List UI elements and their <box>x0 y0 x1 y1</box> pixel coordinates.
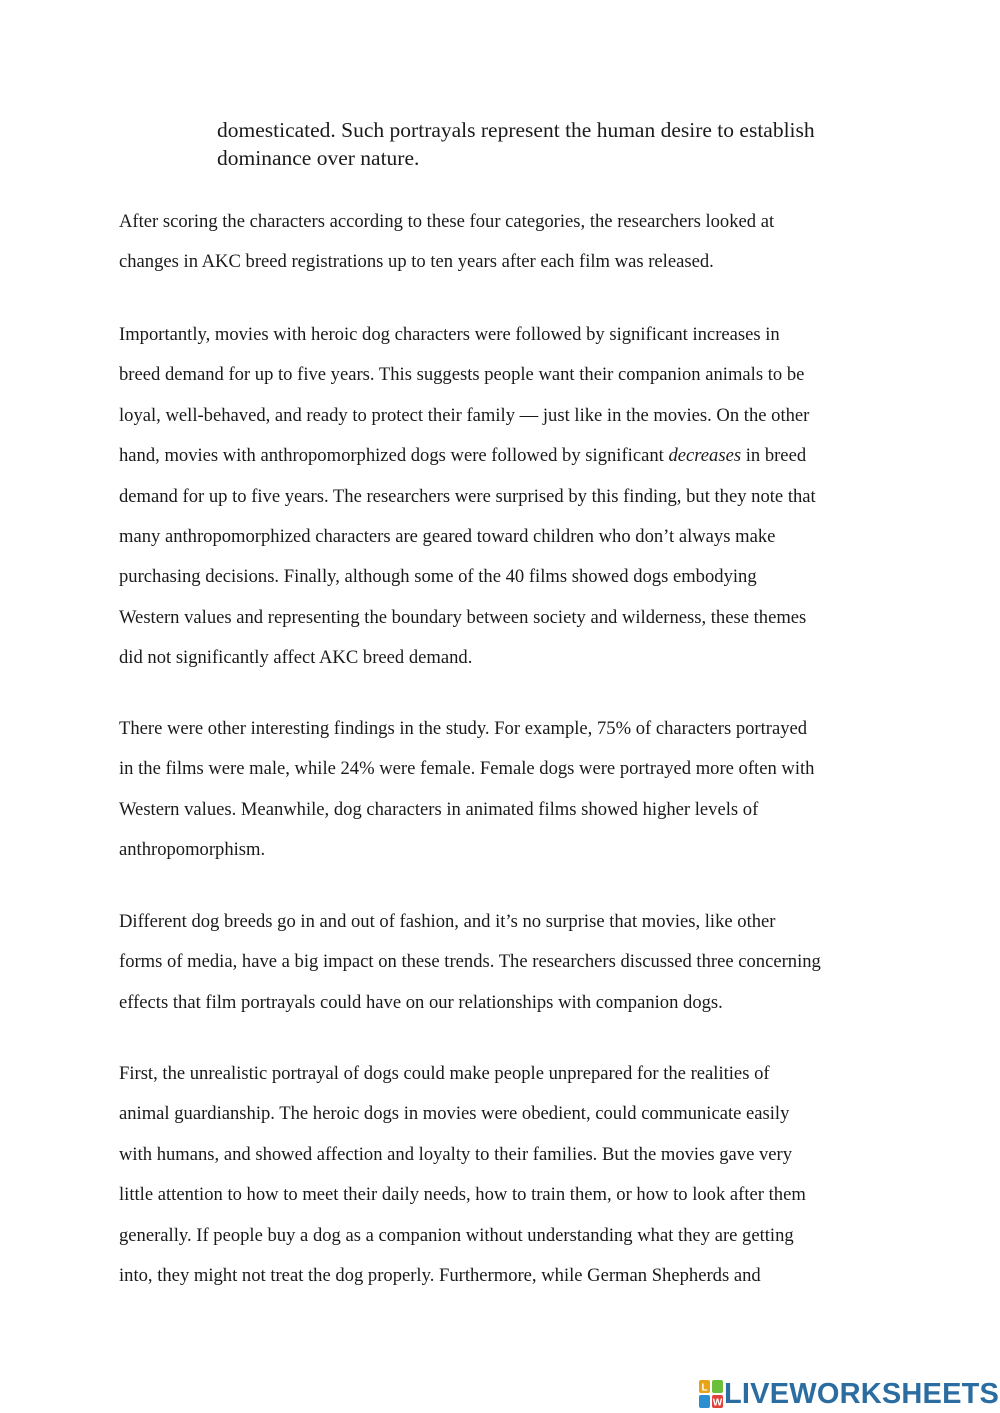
indented-quote-continuation <box>217 116 917 172</box>
text-line: many anthropomorphized characters are geared toward children who don’t always make <box>119 526 776 548</box>
text-line: Importantly, movies with heroic dog characters were followed by significant increases in <box>119 324 780 345</box>
paragraph-breeds-fashion <box>119 902 889 1023</box>
text-line: generally. If people buy a dog as a companion without understanding what they are getting <box>119 1224 794 1246</box>
text-line: effects that film portrayals could have on our relationships with companion dogs. <box>119 991 723 1013</box>
text-line: purchasing decisions. Finally, although some of the 40 films showed dogs embodying <box>119 566 757 588</box>
text-line: little attention to how to meet their daily needs, how to train them, or how to look after them <box>119 1184 806 1206</box>
emphasized-word: decreases <box>668 445 742 467</box>
text-line: breed demand for up to five years. This suggests people want their companion animals to be <box>119 364 805 386</box>
text-line: in the films were male, while 24% were female. Female dogs were portrayed more often with <box>119 758 815 780</box>
paragraph-scoring <box>119 202 889 283</box>
liveworksheets-brand <box>699 1375 999 1413</box>
text-segment: hand, movies with anthropomorphized dogs were followed by significant <box>119 445 669 467</box>
text-line: animal guardianship. The heroic dogs in movies were obedient, could communicate easily <box>119 1103 790 1125</box>
text-line: First, the unrealistic portrayal of dogs could make people unprepared for the realities of <box>119 1063 770 1084</box>
text-line: demand for up to five years. The researchers were surprised by this finding, but they note that <box>119 485 816 507</box>
text-segment: in breed <box>741 445 807 467</box>
brand-wordmark: LIVEWORKSHEETS <box>724 1378 1000 1410</box>
text-line: Western values and representing the boundary between society and wilderness, these themes <box>119 606 807 628</box>
paragraph-other-findings <box>119 709 889 871</box>
paragraph-findings <box>119 315 889 679</box>
text-line: Different dog breeds go in and out of fashion, and it’s no surprise that movies, like other <box>119 911 776 932</box>
text-line: loyal, well-behaved, and ready to protect their family — just like in the movies. On the other <box>119 404 810 426</box>
text-line: domesticated. Such portrayals represent the human desire to establish <box>217 118 815 142</box>
logo-letter: L <box>701 1382 708 1394</box>
text-line: anthropomorphism. <box>119 839 266 861</box>
text-line: dominance over nature. <box>217 146 420 170</box>
text-line: After scoring the characters according to these four categories, the researchers looked at <box>119 211 775 232</box>
liveworksheets-logo-icon <box>699 1380 723 1408</box>
logo-letter: W <box>712 1397 723 1408</box>
text-line: did not significantly affect AKC breed demand. <box>119 647 473 669</box>
text-line-with-emphasis <box>119 436 889 476</box>
text-line: Western values. Meanwhile, dog characters in animated films showed higher levels of <box>119 798 759 820</box>
text-line: changes in AKC breed registrations up to ten years after each film was released. <box>119 251 714 273</box>
text-line: with humans, and showed affection and loyalty to their families. But the movies gave very <box>119 1143 793 1165</box>
text-line: into, they might not treat the dog properly. Furthermore, while German Shepherds and <box>119 1265 761 1287</box>
paragraph-first-effect <box>119 1054 889 1296</box>
text-line: forms of media, have a big impact on these trends. The researchers discussed three concerning <box>119 951 821 973</box>
text-line: There were other interesting findings in the study. For example, 75% of characters portrayed <box>119 718 808 739</box>
